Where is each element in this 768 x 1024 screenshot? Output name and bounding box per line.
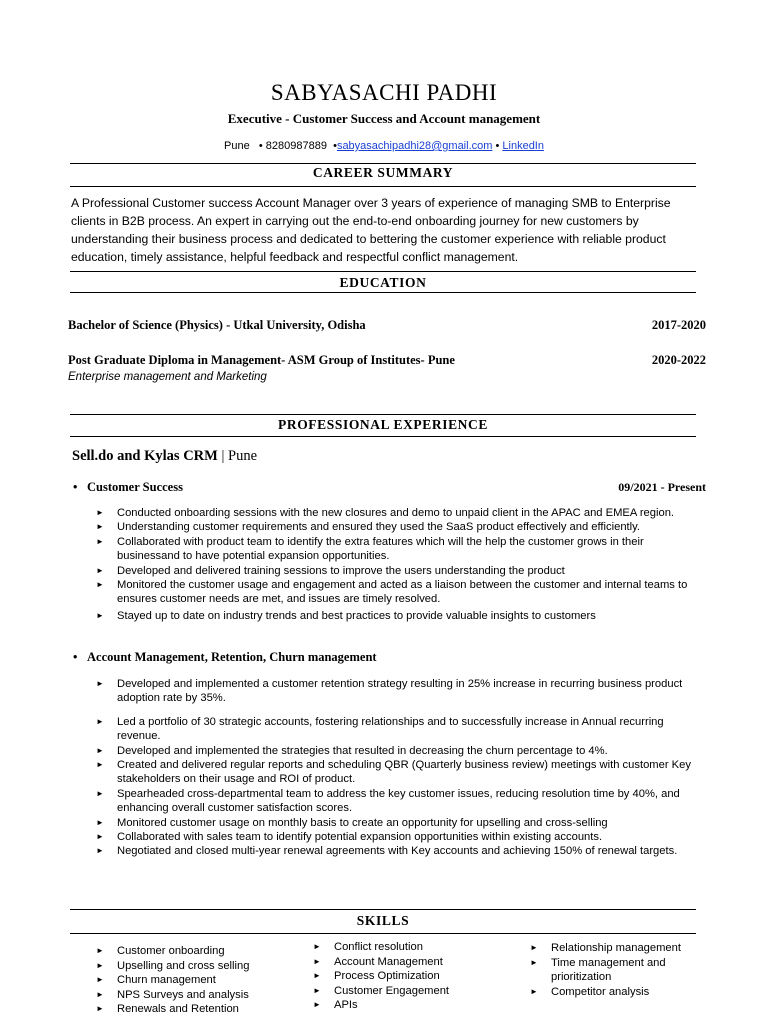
degree: Bachelor of Science (Physics) - Utkal University, Odisha bbox=[68, 318, 366, 332]
divider bbox=[70, 436, 696, 437]
education-years: 2020-2022 bbox=[651, 353, 706, 367]
triangle-bullet-icon: ► bbox=[313, 956, 321, 966]
section-title-skills: SKILLS bbox=[356, 913, 410, 928]
section-title-career-summary: CAREER SUMMARY bbox=[312, 165, 454, 180]
company-line bbox=[72, 448, 257, 465]
linkedin-link[interactable]: LinkedIn bbox=[502, 140, 544, 152]
triangle-bullet-icon: ► bbox=[96, 989, 104, 999]
triangle-bullet-icon: ► bbox=[96, 846, 104, 856]
location: Pune bbox=[224, 140, 250, 152]
triangle-bullet-icon: ► bbox=[96, 946, 104, 955]
role-title bbox=[73, 650, 377, 665]
candidate-name: SABYASACHI PADHI bbox=[270, 80, 498, 105]
list-item: ► Collaborated with sales team to identify potential expansion opportunities within existing accounts. bbox=[96, 831, 603, 844]
triangle-bullet-icon: ► bbox=[96, 679, 104, 688]
role-name: Customer Success bbox=[87, 480, 183, 494]
role-bullets bbox=[96, 677, 708, 859]
role-name: Account Management, Retention, Churn management bbox=[87, 650, 377, 664]
skills-column-2 bbox=[313, 940, 513, 1013]
triangle-bullet-icon: ► bbox=[313, 985, 321, 995]
role-bullet: • bbox=[73, 480, 78, 494]
triangle-bullet-icon: ► bbox=[96, 745, 104, 755]
triangle-bullet-icon: ► bbox=[96, 788, 104, 798]
skill-item: ► Relationship management bbox=[530, 942, 681, 954]
list-item: ► Monitored the customer usage and engagement and acted as a liaison between the customer and internal teams to ensures customer needs are met, and issues are timely resolved. bbox=[96, 579, 688, 606]
triangle-bullet-icon: ► bbox=[313, 942, 321, 951]
skill-item: ► NPS Surveys and analysis bbox=[96, 988, 249, 1001]
education-detail: Enterprise management and Marketing bbox=[68, 371, 267, 383]
list-item: ► Created and delivered regular reports and scheduling QBR (Quarterly business review) meetings with customer Key stakeholders on their usage and ROI of product. bbox=[96, 759, 691, 786]
divider bbox=[70, 909, 696, 910]
email-link[interactable]: sabyasachipadhi28@gmail.com bbox=[336, 140, 493, 152]
list-item: ► Led a portfolio of 30 strategic accounts, fostering relationships and to successfully increase in Annual recurring revenue. bbox=[96, 715, 664, 743]
triangle-bullet-icon: ► bbox=[96, 975, 104, 985]
divider bbox=[70, 163, 696, 164]
list-item: ► Developed and implemented a customer retention strategy resulting in 25% increase in recurring business product adoption rate by 35%. bbox=[96, 678, 683, 705]
role-title bbox=[73, 480, 183, 495]
triangle-bullet-icon: ► bbox=[96, 508, 104, 517]
triangle-bullet-icon: ► bbox=[96, 760, 104, 770]
list-item: ► Monitored customer usage on monthly basis to create an opportunity for upselling and cross-selling bbox=[96, 816, 608, 829]
education-item bbox=[68, 318, 706, 333]
triangle-bullet-icon: ► bbox=[313, 971, 321, 981]
skill-item: ► Competitor analysis bbox=[530, 985, 650, 998]
triangle-bullet-icon: ► bbox=[530, 943, 538, 952]
divider bbox=[70, 933, 696, 934]
skill-item: ► Churn management bbox=[96, 974, 216, 987]
list-item: ► Developed and delivered training sessions to improve the users understanding the product bbox=[96, 564, 565, 577]
triangle-bullet-icon: ► bbox=[96, 1004, 104, 1014]
skill-item: ► Account Management bbox=[313, 955, 443, 968]
triangle-bullet-icon: ► bbox=[96, 610, 104, 620]
list-item: ► Stayed up to date on industry trends and best practices to provide valuable insights to customers bbox=[96, 609, 596, 622]
role-bullets bbox=[96, 506, 708, 623]
list-item: ► Spearheaded cross-departmental team to address the key customer issues, reducing resolution time by 40%, and enhancing overall customer satisfaction scores. bbox=[96, 787, 680, 815]
skills-column-3 bbox=[530, 941, 720, 999]
list-item: ► Collaborated with product team to identify the extra features which will the help the customer grows in their businessand to have potential expansion opportunities. bbox=[96, 535, 644, 563]
skills-column-1 bbox=[96, 944, 296, 1017]
triangle-bullet-icon: ► bbox=[96, 522, 104, 532]
company-name: Sell.do and Kylas CRM bbox=[72, 448, 218, 464]
skill-item: ► Process Optimization bbox=[313, 970, 440, 983]
section-title-experience: PROFESSIONAL EXPERIENCE bbox=[278, 417, 488, 432]
career-summary-text: A Professional Customer success Account Manager over 3 years of experience of managing SMB to Enterprise clients in B2B process. An expert in carrying out the end-to-end onboarding journey for new customers by understanding their business process and dedicated to bettering the customer experience with reliable product education, timely assistance, helpful feedback and respectful conflict management. bbox=[71, 196, 671, 264]
divider bbox=[70, 186, 696, 187]
list-item: ► Negotiated and closed multi-year renewal agreements with Key accounts and achieving 150% of renewal targets. bbox=[96, 845, 678, 858]
company-separator: | bbox=[221, 448, 225, 464]
headline: Executive - Customer Success and Account management bbox=[227, 111, 541, 126]
skill-item: ► Renewals and Retention bbox=[96, 1003, 239, 1016]
company-location: Pune bbox=[228, 448, 257, 464]
skill-item: ► APIs bbox=[313, 999, 358, 1012]
triangle-bullet-icon: ► bbox=[530, 957, 538, 967]
triangle-bullet-icon: ► bbox=[313, 1000, 321, 1010]
triangle-bullet-icon: ► bbox=[96, 832, 104, 842]
list-item: ► Conducted onboarding sessions with the new closures and demo to unpaid client in the APAC and EMEA region. bbox=[96, 507, 675, 519]
divider bbox=[70, 292, 696, 293]
phone: 8280987889 bbox=[265, 140, 327, 152]
contact-line: Pune • 8280987889 •sabyasachipadhi28@gmail.com • LinkedIn bbox=[224, 140, 544, 152]
section-title-education: EDUCATION bbox=[339, 275, 427, 290]
triangle-bullet-icon: ► bbox=[96, 960, 104, 970]
triangle-bullet-icon: ► bbox=[96, 565, 104, 575]
skill-item: ► Customer onboarding bbox=[96, 945, 225, 957]
divider bbox=[70, 271, 696, 272]
education-item bbox=[68, 353, 706, 368]
divider bbox=[70, 414, 696, 415]
skill-item: ► Conflict resolution bbox=[313, 941, 423, 953]
degree: Post Graduate Diploma in Management- ASM Group of Institutes- Pune bbox=[68, 353, 455, 367]
education-years: 2017-2020 bbox=[651, 318, 706, 332]
triangle-bullet-icon: ► bbox=[96, 716, 104, 726]
role-date: 09/2021 - Present bbox=[618, 480, 706, 494]
role-bullet: • bbox=[73, 650, 78, 664]
triangle-bullet-icon: ► bbox=[96, 817, 104, 827]
triangle-bullet-icon: ► bbox=[96, 580, 104, 590]
list-item: ► Developed and implemented the strategies that resulted in decreasing the churn percentage to 4%. bbox=[96, 744, 608, 757]
skill-item: ► Customer Engagement bbox=[313, 984, 450, 997]
skill-item: ► Time management and prioritization bbox=[530, 956, 666, 984]
skill-item: ► Upselling and cross selling bbox=[96, 959, 250, 972]
triangle-bullet-icon: ► bbox=[530, 986, 538, 996]
triangle-bullet-icon: ► bbox=[96, 536, 104, 546]
list-item: ► Understanding customer requirements and ensured they used the SaaS product effectively and efficiently. bbox=[96, 521, 641, 534]
